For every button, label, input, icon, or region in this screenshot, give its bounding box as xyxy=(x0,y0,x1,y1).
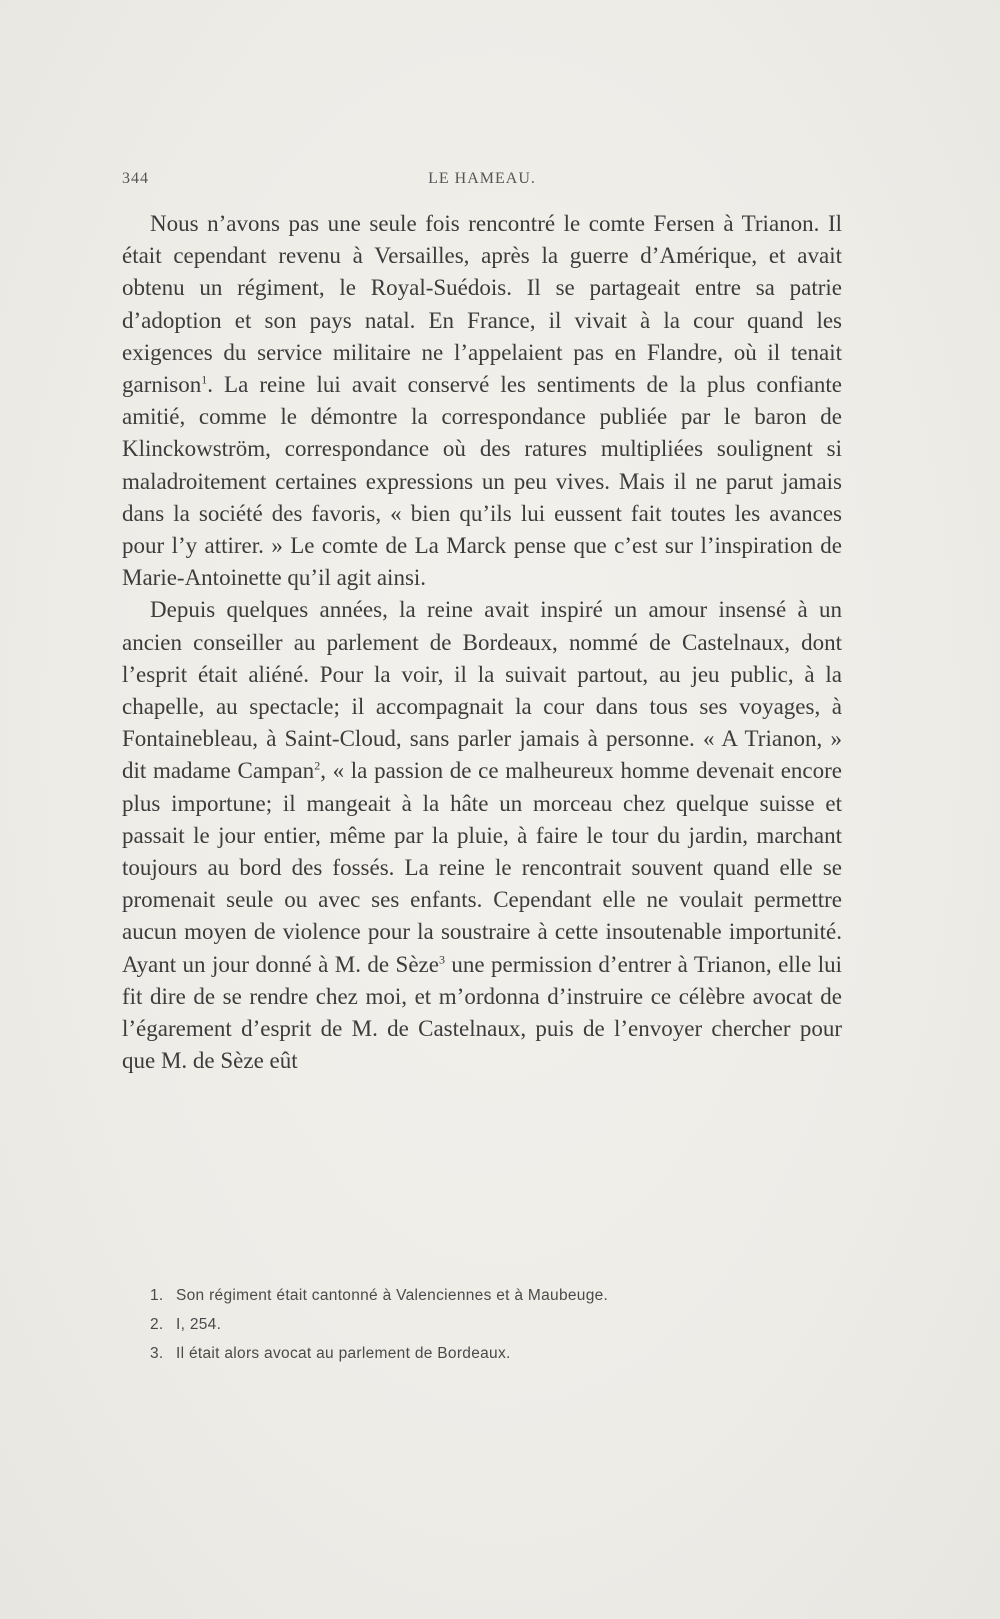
paragraph-2 xyxy=(122,594,842,1077)
footnote-3 xyxy=(150,1339,850,1368)
page-number: 344 xyxy=(122,170,149,187)
footnote-ref-3: 3 xyxy=(438,952,445,967)
footnote-1 xyxy=(150,1281,850,1310)
paragraph-1-text-a: Nous n’avons pas une seule fois rencontré le comte Fersen à Trianon. Il était cependant revenu à Versailles, après la guerre d’Amérique, et avait obtenu un régiment, le Royal-Suédois. Il se partageait entre sa patrie d’adoption et son pays natal. En France, il vivait à la cour quand les exigences du service militaire ne l’appelaient pas en Flandre, où il tenait garnison xyxy=(122,211,842,398)
footnote-ref-2: 2 xyxy=(314,758,321,773)
footnote-ref-1: 1 xyxy=(201,372,208,387)
paragraph-1-text-b: . La reine lui avait conservé les sentiments de la plus confiante amitié, comme le démontre la correspondance publiée par le baron de Klinckowström, correspondance où des ratures multipliées soulignent si maladroitement certaines expressions un peu vives. Mais il ne parut jamais dans la société des favoris, « bien qu’ils lui eussent fait toutes les avances pour l’y attirer. » Le comte de La Marck pense que c’est sur l’inspiration de Marie-Antoinette qu’il agit ainsi. xyxy=(122,372,842,591)
footnote-2 xyxy=(150,1310,850,1339)
footnote-text: Son régiment était cantonné à Valenciennes et à Maubeuge. xyxy=(176,1287,609,1304)
main-text xyxy=(122,208,842,1077)
footnote-number: 1. xyxy=(150,1287,164,1304)
paragraph-2-text-b: , « la passion de ce malheureux homme devenait encore plus importune; il mangeait à la hâte un morceau chez quelque suisse et passait le jour entier, même par la pluie, à faire le tour du jardin, marchant toujours au bord des fossés. La reine le rencontrait souvent quand elle se promenait seule ou avec ses enfants. Cependant elle ne voulait permettre aucun moyen de violence pour la soustraire à cette insoutenable importunité. Ayant un jour donné à M. de Sèze xyxy=(122,758,842,977)
footnote-text: Il était alors avocat au parlement de Bordeaux. xyxy=(176,1345,511,1362)
running-title: LE HAMEAU. xyxy=(428,170,536,187)
footnote-number: 2. xyxy=(150,1316,164,1333)
paragraph-2-text-c: une permission d’entrer à Trianon, elle lui fit dire de se rendre chez moi, et m’ordonna d’instruire ce célèbre avocat de l’égarement d’esprit de M. de Castelnaux, puis de l’envoyer chercher pour que M. de Sèze eût xyxy=(122,951,842,1074)
footnotes xyxy=(150,1281,850,1368)
paragraph-2-text-a: Depuis quelques années, la reine avait inspiré un amour insensé à un ancien conseiller au parlement de Bordeaux, nommé de Castelnaux, dont l’esprit était aliéné. Pour la voir, il la suivait partout, au jeu public, à la chapelle, au spectacle; il accompagnait la cour dans tous ses voyages, à Fontainebleau, à Saint-Cloud, sans parler jamais à personne. « A Trianon, » dit madame Campan xyxy=(122,597,842,784)
footnote-number: 3. xyxy=(150,1345,164,1362)
footnote-text: I, 254. xyxy=(176,1316,222,1333)
page-header xyxy=(122,170,842,194)
paragraph-1 xyxy=(122,208,842,594)
